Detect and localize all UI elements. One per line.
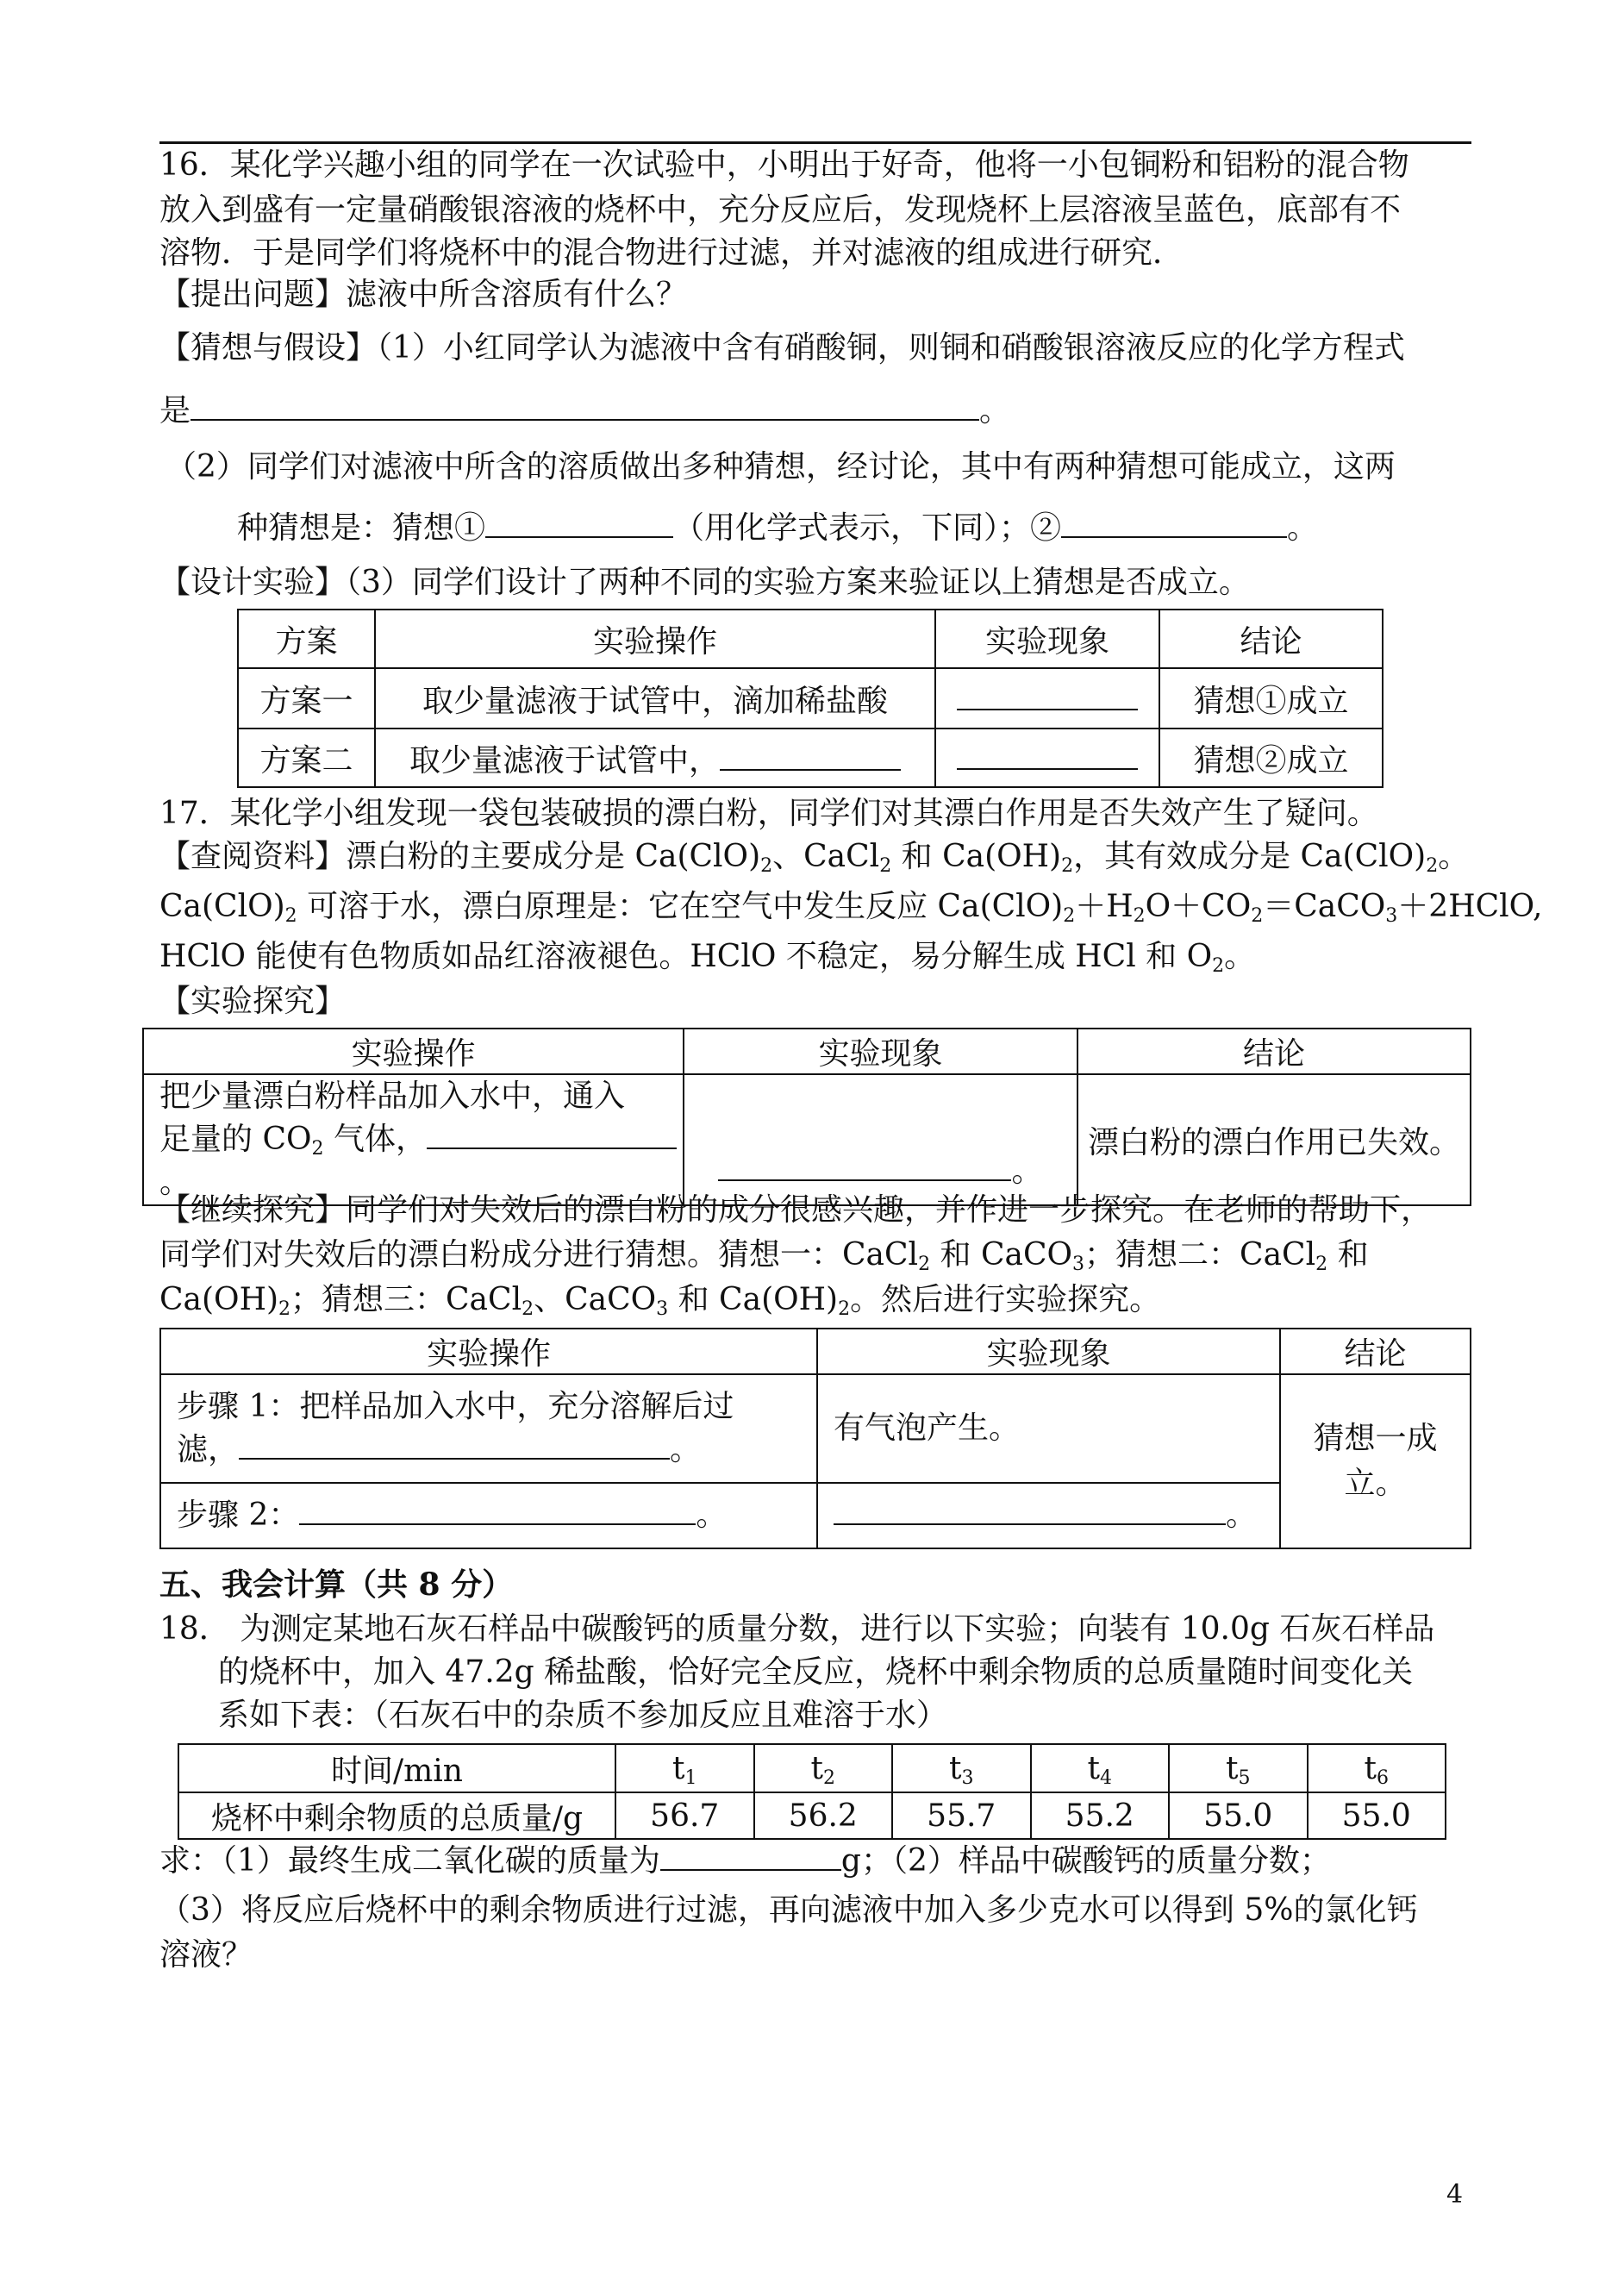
q17-reference-line-2 — [159, 888, 1543, 926]
q18-mass-table — [178, 1743, 1446, 1840]
step-2-phenomenon-blank[interactable] — [834, 1494, 1226, 1525]
plan-name: 方案一 — [238, 668, 375, 729]
table-header: 实验操作 — [143, 1029, 684, 1074]
table-header: 实验操作 — [160, 1329, 817, 1374]
q17-explore-heading: 【实验探究】 — [159, 984, 347, 1019]
ref-text: 可溶于水，漂白原理是：它在空气中发生反应 Ca(ClO) — [297, 889, 1064, 924]
subscript: 2 — [284, 905, 297, 927]
subscript: 2 — [1251, 905, 1264, 927]
mass-header: 烧杯中剩余物质的总质量/g — [178, 1792, 615, 1839]
step-2-cell — [160, 1483, 817, 1548]
q17-continue-table — [159, 1328, 1471, 1549]
page-number: 4 — [1446, 2179, 1464, 2210]
experiment-operation-cell — [143, 1074, 684, 1205]
table-header: 结论 — [1280, 1329, 1471, 1374]
continue-text: 和 Ca(OH) — [668, 1282, 839, 1317]
mass-cell: 56.2 — [754, 1792, 893, 1839]
step-1-line-2 — [177, 1429, 816, 1472]
time-letter: t — [949, 1750, 962, 1786]
continue-text: ；猜想三：CaCl — [290, 1282, 522, 1317]
step-1-end: 。 — [670, 1432, 702, 1467]
time-letter: t — [810, 1750, 823, 1786]
step-1-text: 步骤 1：把样品加入水中，充分溶解后过 — [177, 1389, 734, 1424]
operation-text: 气体， — [323, 1122, 427, 1157]
subscript: 4 — [1099, 1767, 1112, 1789]
step-1-phenomenon: 有气泡产生。 — [817, 1374, 1280, 1483]
q18-line-3: 系如下表：（石灰石中的杂质不参加反应且难溶于水） — [218, 1698, 948, 1733]
q17-reference-line-3 — [159, 938, 1255, 976]
q18-line-2: 的烧杯中，加入 47.2g 稀盐酸，恰好完全反应，烧杯中剩余物质的总质量随时间变化关 — [218, 1654, 1414, 1690]
subscript: 3 — [1385, 905, 1398, 927]
subscript: 2 — [1133, 905, 1146, 927]
ref-text: ，其有效成分是 Ca(ClO) — [1073, 839, 1427, 874]
q18-ask-line-1 — [159, 1840, 1331, 1880]
time-cell — [754, 1744, 893, 1792]
q16-line-3: 溶物．于是同学们将烧杯中的混合物进行过滤，并对滤液的组成进行研究． — [159, 235, 1184, 271]
subscript: 2 — [1063, 905, 1076, 927]
table-row — [143, 1074, 1471, 1205]
subscript: 2 — [822, 1767, 835, 1789]
operation-text: 足量的 CO — [159, 1122, 312, 1157]
subscript: 2 — [311, 1138, 324, 1160]
q16-hypothesis-1-answer — [159, 390, 1010, 430]
experiment-conclusion: 漂白粉的漂白作用已失效。 — [1077, 1074, 1471, 1205]
phenomenon-blank[interactable] — [718, 1150, 1011, 1181]
subscript: 2 — [1061, 855, 1074, 877]
conclusion-text: 立。 — [1344, 1466, 1407, 1501]
continue-conclusion-cell — [1280, 1374, 1471, 1548]
subscript: 2 — [918, 1254, 931, 1275]
plan-phenomenon-cell — [935, 729, 1159, 787]
continue-text: 和 CaCO — [930, 1237, 1073, 1273]
step-1-cell — [160, 1374, 817, 1483]
plan-name: 方案二 — [238, 729, 375, 787]
continue-text: 、CaCO — [534, 1282, 657, 1317]
guess-2-blank[interactable] — [1061, 507, 1287, 538]
q17-reference-line-1 — [159, 838, 1469, 876]
q18-ask-line-3: 溶液？ — [159, 1937, 253, 1973]
table-header: 结论 — [1159, 610, 1383, 668]
conclusion-text: 猜想一成 — [1313, 1421, 1438, 1456]
time-cell — [1169, 1744, 1308, 1792]
subscript: 2 — [1426, 855, 1439, 877]
mass-cell: 55.7 — [892, 1792, 1031, 1839]
mass-cell: 56.7 — [615, 1792, 754, 1839]
ref-text: 【查阅资料】漂白粉的主要成分是 Ca(ClO) — [159, 839, 761, 874]
time-letter: t — [1226, 1750, 1239, 1786]
q17-continue-line-1: 【继续探究】同学们对失效后的漂白粉的成分很感兴趣，并作进一步探究。在老师的帮助下， — [159, 1192, 1433, 1228]
q16-line-1: 16．某化学兴趣小组的同学在一次试验中，小明出于好奇，他将一小包铜粉和铝粉的混合物 — [159, 147, 1409, 183]
subscript: 6 — [1376, 1767, 1389, 1789]
subscript: 2 — [1315, 1254, 1328, 1275]
plan-phenomenon-cell — [935, 668, 1159, 729]
hyp2-mid: （用化学式表示，下同）；② — [673, 510, 1062, 546]
subscript: 1 — [684, 1767, 697, 1789]
subscript: 3 — [1072, 1254, 1085, 1275]
ref-text: HClO 能使有色物质如品红溶液褪色。HClO 不稳定，易分解生成 HCl 和 O — [159, 939, 1213, 974]
q17-continue-line-2 — [159, 1236, 1369, 1274]
ref-text: ＝CaCO — [1263, 889, 1386, 924]
time-letter: t — [672, 1750, 685, 1786]
subscript: 5 — [1238, 1767, 1251, 1789]
q16-plan-table — [237, 609, 1384, 788]
q16-line-2: 放入到盛有一定量硝酸银溶液的烧杯中，充分反应后，发现烧杯上层溶液呈蓝色，底部有不 — [159, 192, 1402, 228]
step-2-end: 。 — [696, 1498, 728, 1533]
mass-cell: 55.0 — [1169, 1792, 1308, 1839]
q17-experiment-table — [142, 1028, 1471, 1206]
mass-cell: 55.0 — [1308, 1792, 1446, 1839]
q18-ask-line-2: （3）将反应后烧杯中的剩余物质进行过滤，再向滤液中加入多少克水可以得到 5%的氯化钙 — [159, 1892, 1418, 1928]
table-row — [238, 729, 1383, 787]
table-row — [160, 1374, 1471, 1483]
time-cell — [615, 1744, 754, 1792]
q16-hypothesis-1: 【猜想与假设】（1）小红同学认为滤液中含有硝酸铜，则铜和硝酸银溶液反应的化学方程式 — [159, 330, 1405, 366]
subscript: 2 — [838, 1298, 851, 1320]
ask-text: 求：（1）最终生成二氧化碳的质量为 — [159, 1843, 660, 1879]
plan-operation: 取少量滤液于试管中， — [409, 742, 720, 779]
plan-conclusion: 猜想②成立 — [1159, 729, 1383, 787]
table-header: 实验现象 — [935, 610, 1159, 668]
table-header: 实验现象 — [817, 1329, 1280, 1374]
continue-text: Ca(OH) — [159, 1282, 279, 1317]
table-header: 方案 — [238, 610, 375, 668]
hyp2-end: 。 — [1287, 510, 1319, 546]
ref-text: ＋2HClO, — [1397, 889, 1543, 924]
time-cell — [892, 1744, 1031, 1792]
subscript: 2 — [522, 1298, 534, 1320]
equation-blank[interactable] — [191, 390, 979, 421]
phenomenon-end: 。 — [1011, 1154, 1043, 1189]
time-header: 时间/min — [178, 1744, 615, 1792]
time-cell — [1308, 1744, 1446, 1792]
hyp1-prefix: 是 — [159, 393, 191, 428]
subscript: 2 — [278, 1298, 291, 1320]
q17-intro: 17．某化学小组发现一袋包装破损的漂白粉，同学们对其漂白作用是否失效产生了疑问。 — [159, 796, 1378, 831]
step-2-blank[interactable] — [299, 1494, 696, 1525]
plan-operation-cell — [375, 729, 935, 787]
top-rule — [159, 141, 1471, 144]
continue-text: 和 — [1327, 1237, 1369, 1273]
step-2-phenomenon-end: 。 — [1226, 1498, 1258, 1533]
ask-text: g；（2）样品中碳酸钙的质量分数； — [840, 1843, 1331, 1879]
ref-text: 。 — [1438, 839, 1470, 874]
hyp1-end: 。 — [979, 393, 1011, 428]
experiment-phenomenon-cell — [684, 1074, 1077, 1205]
plan-operation: 取少量滤液于试管中，滴加稀盐酸 — [375, 668, 935, 729]
q16-question-heading: 【提出问题】滤液中所含溶质有什么？ — [159, 277, 688, 312]
subscript: 3 — [961, 1767, 974, 1789]
q17-continue-line-3 — [159, 1281, 1160, 1319]
q16-hypothesis-2-answer — [237, 507, 1318, 547]
table-row — [160, 1483, 1471, 1548]
operation-text: 把少量漂白粉样品加入水中，通入 — [159, 1079, 626, 1114]
step-1-blank[interactable] — [239, 1429, 670, 1460]
co2-mass-blank[interactable] — [660, 1840, 841, 1871]
time-letter: t — [1364, 1750, 1377, 1786]
step-2-phenomenon-cell — [817, 1483, 1280, 1548]
plan-conclusion: 猜想①成立 — [1159, 668, 1383, 729]
phenomenon-1-blank[interactable] — [957, 679, 1138, 710]
time-cell — [1031, 1744, 1170, 1792]
table-row — [238, 668, 1383, 729]
continue-text: ；猜想二：CaCl — [1084, 1237, 1316, 1273]
hyp2-prefix: 种猜想是：猜想① — [237, 510, 486, 546]
time-letter: t — [1087, 1750, 1100, 1786]
operation-blank[interactable] — [427, 1118, 677, 1149]
q18-line-1: 18． 为测定某地石灰石样品中碳酸钙的质量分数，进行以下实验；向装有 10.0g 石灰石样品 — [159, 1611, 1435, 1647]
subscript: 2 — [760, 855, 773, 877]
subscript: 3 — [656, 1298, 669, 1320]
table-header: 实验操作 — [375, 610, 935, 668]
ref-text: O＋CO — [1145, 889, 1252, 924]
continue-text: 。然后进行实验探究。 — [850, 1282, 1161, 1317]
ref-text: 和 Ca(OH) — [891, 839, 1062, 874]
ref-text: ＋H — [1075, 889, 1134, 924]
section-5-title: 五、我会计算（共 8 分） — [159, 1566, 514, 1603]
step-2-text: 步骤 2： — [177, 1498, 300, 1533]
table-header: 实验现象 — [684, 1029, 1077, 1074]
phenomenon-2-blank[interactable] — [957, 739, 1138, 770]
subscript: 2 — [879, 855, 892, 877]
ref-text: 、CaCl — [772, 839, 880, 874]
table-header: 结论 — [1077, 1029, 1471, 1074]
subscript: 2 — [1212, 955, 1225, 977]
ref-text: 。 — [1224, 939, 1256, 974]
ref-text: Ca(ClO) — [159, 889, 285, 924]
operation-end: 。 — [159, 1165, 191, 1200]
step-1-text: 滤， — [177, 1432, 240, 1467]
guess-1-blank[interactable] — [485, 507, 673, 538]
operation-2-blank[interactable] — [720, 740, 901, 771]
mass-cell: 55.2 — [1031, 1792, 1170, 1839]
q16-design-heading: 【设计实验】（3）同学们设计了两种不同的实验方案来验证以上猜想是否成立。 — [159, 565, 1250, 600]
continue-text: 同学们对失效后的漂白粉成分进行猜想。猜想一：CaCl — [159, 1237, 919, 1273]
q16-hypothesis-2: （2）同学们对滤液中所含的溶质做出多种猜想，经讨论，其中有两种猜想可能成立，这两 — [166, 449, 1396, 485]
